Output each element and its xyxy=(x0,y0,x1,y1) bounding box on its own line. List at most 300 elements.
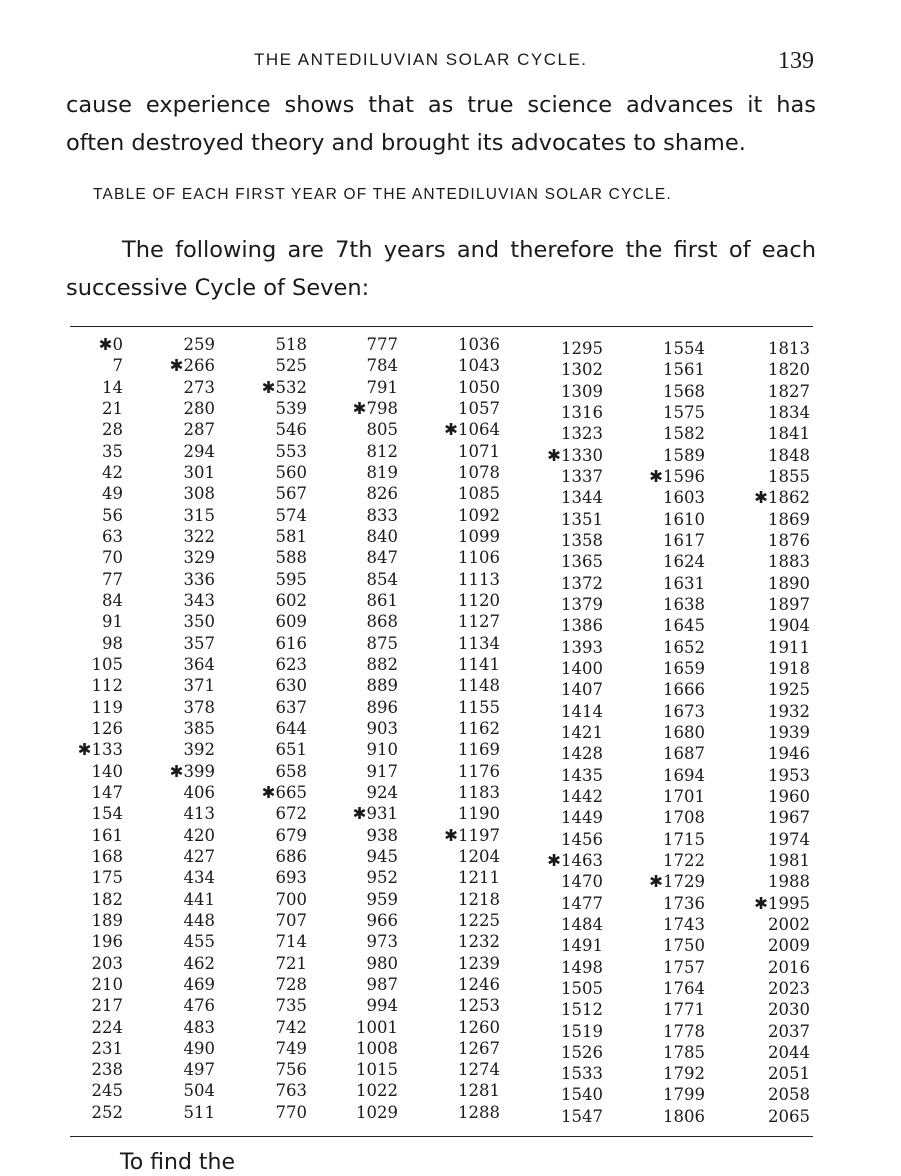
table-cell: 1897 xyxy=(768,594,810,614)
table-cell: 1316 xyxy=(561,402,603,422)
paragraph-line: The following are 7th years and therefore the first of each xyxy=(122,237,816,263)
table-cell: 1841 xyxy=(768,424,810,444)
table-caption: TABLE OF EACH FIRST YEAR OF THE ANTEDILUVIAN SOLAR CYCLE. xyxy=(93,186,672,203)
table-cell: 2044 xyxy=(768,1042,810,1062)
table-cell: 280 xyxy=(183,398,215,418)
table-cell: 1449 xyxy=(561,808,603,828)
table-cell: 1953 xyxy=(768,765,810,785)
table-cell: 21 xyxy=(102,398,123,418)
table-cell: 1869 xyxy=(768,509,810,529)
table-cell: 1211 xyxy=(458,868,500,888)
table-cell: ✱1729 xyxy=(649,872,705,892)
table-cell: ✱1064 xyxy=(444,420,500,440)
table-cell: 651 xyxy=(275,740,307,760)
table-cell: 1876 xyxy=(768,530,810,550)
table-cell: 1183 xyxy=(458,782,500,802)
table-cell: 1694 xyxy=(663,765,705,785)
table-cell: 161 xyxy=(91,825,123,845)
table-cell: 1029 xyxy=(356,1102,398,1122)
table-cell: 1358 xyxy=(561,530,603,550)
table-cell: 224 xyxy=(91,1017,123,1037)
paragraph-line: cause experience shows that as true science advances it has xyxy=(66,92,816,118)
table-cell: 1519 xyxy=(561,1021,603,1041)
table-cell: 756 xyxy=(275,1060,307,1080)
table-cell: 1673 xyxy=(663,701,705,721)
table-cell: 1792 xyxy=(663,1064,705,1084)
table-cell: 1176 xyxy=(458,761,500,781)
paragraph-line: often destroyed theory and brought its advocates to shame. xyxy=(66,130,746,156)
table-cell: 1477 xyxy=(561,893,603,913)
table-column xyxy=(533,338,603,1127)
table-cell: 1141 xyxy=(458,654,500,674)
table-cell: 1008 xyxy=(356,1038,398,1058)
table-cell: 1414 xyxy=(561,701,603,721)
table-cell: 1540 xyxy=(561,1085,603,1105)
table-cell: 2058 xyxy=(768,1085,810,1105)
table-cell: 728 xyxy=(275,974,307,994)
table-cell: 1981 xyxy=(768,850,810,870)
table-cell: 637 xyxy=(275,697,307,717)
table-cell: 1967 xyxy=(768,808,810,828)
running-header xyxy=(66,50,816,74)
table-cell: 882 xyxy=(366,654,398,674)
table-cell: 1834 xyxy=(768,402,810,422)
table-cell: 1778 xyxy=(663,1021,705,1041)
table-cell: 966 xyxy=(366,910,398,930)
table-column xyxy=(338,334,398,1123)
table-cell: 826 xyxy=(366,484,398,504)
table-cell: 1491 xyxy=(561,936,603,956)
table-cell: ✱532 xyxy=(261,377,307,397)
table-cell: 1736 xyxy=(663,893,705,913)
table-cell: 924 xyxy=(366,782,398,802)
table-cell: 987 xyxy=(366,974,398,994)
table-cell: 672 xyxy=(275,804,307,824)
table-cell: 140 xyxy=(91,761,123,781)
table-cell: 448 xyxy=(183,910,215,930)
table-cell: 903 xyxy=(366,718,398,738)
table-cell: 336 xyxy=(183,569,215,589)
table-cell: 1659 xyxy=(663,658,705,678)
table-cell: 791 xyxy=(366,377,398,397)
table-cell: ✱1463 xyxy=(547,850,603,870)
table-cell: 784 xyxy=(366,356,398,376)
table-cell: 1533 xyxy=(561,1064,603,1084)
table-cell: 1722 xyxy=(663,850,705,870)
table-cell: 217 xyxy=(91,996,123,1016)
table-cell: 245 xyxy=(91,1081,123,1101)
table-cell: 483 xyxy=(183,1017,215,1037)
table-cell: 812 xyxy=(366,441,398,461)
table-cell: 1344 xyxy=(561,488,603,508)
table-cell: 371 xyxy=(183,676,215,696)
table-cell: 1624 xyxy=(663,552,705,572)
running-title: THE ANTEDILUVIAN SOLAR CYCLE. xyxy=(254,50,588,69)
table-cell: 735 xyxy=(275,996,307,1016)
table-cell: 98 xyxy=(102,633,123,653)
table-cell: 1267 xyxy=(458,1038,500,1058)
table-cell: 1848 xyxy=(768,445,810,465)
table-cell: 1022 xyxy=(356,1081,398,1101)
table-cell: 2030 xyxy=(768,1000,810,1020)
table-cell: 1813 xyxy=(768,339,810,358)
table-cell: 2016 xyxy=(768,957,810,977)
table-cell: 889 xyxy=(366,676,398,696)
next-paragraph-fragment: To find the xyxy=(120,1150,236,1175)
table-cell: 1610 xyxy=(663,509,705,529)
table-cell: 35 xyxy=(102,441,123,461)
table-cell: 1687 xyxy=(663,744,705,764)
table-cell: 469 xyxy=(183,974,215,994)
table-cell: ✱1862 xyxy=(754,488,810,508)
table-cell: 1715 xyxy=(663,829,705,849)
table-cell: 77 xyxy=(102,569,123,589)
table-cell: 91 xyxy=(102,612,123,632)
table-cell: 581 xyxy=(275,526,307,546)
table-cell: 959 xyxy=(366,889,398,909)
table-cell: 231 xyxy=(91,1038,123,1058)
table-cell: 1764 xyxy=(663,978,705,998)
table-cell: 546 xyxy=(275,420,307,440)
table-cell: 259 xyxy=(183,335,215,354)
table-cell: 1526 xyxy=(561,1042,603,1062)
table-cell: 539 xyxy=(275,398,307,418)
table-cell: 329 xyxy=(183,548,215,568)
table-cell: 105 xyxy=(91,654,123,674)
table-cell: 973 xyxy=(366,932,398,952)
table-cell: 1407 xyxy=(561,680,603,700)
table-cell: 1337 xyxy=(561,466,603,486)
table-cell: ✱1596 xyxy=(649,466,705,486)
table-cell: 238 xyxy=(91,1060,123,1080)
table-cell: 1988 xyxy=(768,872,810,892)
table-cell: 1057 xyxy=(458,398,500,418)
table-cell: 1603 xyxy=(663,488,705,508)
table-cell: 644 xyxy=(275,718,307,738)
table-cell: 1974 xyxy=(768,829,810,849)
table-cell: 1883 xyxy=(768,552,810,572)
table-cell: 1015 xyxy=(356,1060,398,1080)
table-cell: 917 xyxy=(366,761,398,781)
table-cell: 1589 xyxy=(663,445,705,465)
table-cell: 273 xyxy=(183,377,215,397)
table-cell: 497 xyxy=(183,1060,215,1080)
table-cell: 1617 xyxy=(663,530,705,550)
table-cell: ✱133 xyxy=(77,740,123,760)
table-cell: 1386 xyxy=(561,616,603,636)
table-cell: 1421 xyxy=(561,722,603,742)
table-cell: 1309 xyxy=(561,381,603,401)
table-cell: ✱665 xyxy=(261,782,307,802)
table-top-rule xyxy=(70,326,813,327)
table-cell: 1911 xyxy=(768,637,810,657)
table-cell: ✱798 xyxy=(352,398,398,418)
table-cell: 1127 xyxy=(458,612,500,632)
table-cell: 1225 xyxy=(458,910,500,930)
table-cell: 938 xyxy=(366,825,398,845)
table-cell: 1260 xyxy=(458,1017,500,1037)
table-cell: 840 xyxy=(366,526,398,546)
table-cell: 623 xyxy=(275,654,307,674)
table-cell: 1365 xyxy=(561,552,603,572)
table-cell: 1680 xyxy=(663,722,705,742)
table-cell: 84 xyxy=(102,590,123,610)
table-cell: 14 xyxy=(102,377,123,397)
table-cell: 1106 xyxy=(458,548,500,568)
table-cell: 805 xyxy=(366,420,398,440)
table-cell: 553 xyxy=(275,441,307,461)
table-cell: 1204 xyxy=(458,846,500,866)
table-cell: 1855 xyxy=(768,466,810,486)
table-column xyxy=(70,334,123,1123)
table-cell: 315 xyxy=(183,505,215,525)
table-cell: 1470 xyxy=(561,872,603,892)
table-cell: 1568 xyxy=(663,381,705,401)
table-cell: 1575 xyxy=(663,402,705,422)
table-cell: 1771 xyxy=(663,1000,705,1020)
paragraph-continued xyxy=(66,86,816,162)
table-cell: 1050 xyxy=(458,377,500,397)
table-cell: 1505 xyxy=(561,978,603,998)
table-cell: 1351 xyxy=(561,509,603,529)
table-cell: 413 xyxy=(183,804,215,824)
table-cell: 742 xyxy=(275,1017,307,1037)
table-cell: 252 xyxy=(91,1102,123,1122)
table-cell: 476 xyxy=(183,996,215,1016)
table-cell: 175 xyxy=(91,868,123,888)
table-cell: 385 xyxy=(183,718,215,738)
table-cell: 1169 xyxy=(458,740,500,760)
table-cell: ✱1995 xyxy=(754,893,810,913)
table-cell: 707 xyxy=(275,910,307,930)
table-column xyxy=(636,338,705,1127)
table-cell: 1246 xyxy=(458,974,500,994)
table-cell: 2009 xyxy=(768,936,810,956)
table-cell: 616 xyxy=(275,633,307,653)
table-cell: 2037 xyxy=(768,1021,810,1041)
table-cell: 1512 xyxy=(561,1000,603,1020)
table-cell: 595 xyxy=(275,569,307,589)
table-cell: 287 xyxy=(183,420,215,440)
table-cell: 63 xyxy=(102,526,123,546)
table-cell: 847 xyxy=(366,548,398,568)
table-cell: 1113 xyxy=(458,569,500,589)
table-cell: 392 xyxy=(183,740,215,760)
table-cell: 588 xyxy=(275,548,307,568)
table-cell: 1162 xyxy=(458,718,500,738)
table-cell: 1631 xyxy=(663,573,705,593)
table-cell: 2023 xyxy=(768,978,810,998)
table-cell: 364 xyxy=(183,654,215,674)
table-cell: 1750 xyxy=(663,936,705,956)
table-cell: 112 xyxy=(91,676,123,696)
paragraph-intro xyxy=(66,231,816,307)
table-cell: 770 xyxy=(275,1102,307,1122)
table-cell: 420 xyxy=(183,825,215,845)
table-cell: 441 xyxy=(183,889,215,909)
table-cell: 679 xyxy=(275,825,307,845)
table-cell: 1190 xyxy=(458,804,500,824)
table-cell: 7 xyxy=(112,356,123,376)
table-cell: 1099 xyxy=(458,526,500,546)
table-cell: 602 xyxy=(275,590,307,610)
table-cell: 994 xyxy=(366,996,398,1016)
table-cell: 1428 xyxy=(561,744,603,764)
table-cell: 49 xyxy=(102,484,123,504)
table-cell: 1645 xyxy=(663,616,705,636)
table-cell: 2002 xyxy=(768,914,810,934)
table-cell: 1925 xyxy=(768,680,810,700)
table-bottom-rule xyxy=(70,1136,813,1137)
table-cell: 294 xyxy=(183,441,215,461)
table-cell: 1232 xyxy=(458,932,500,952)
table-cell: 490 xyxy=(183,1038,215,1058)
table-cell: 721 xyxy=(275,953,307,973)
table-cell: 1456 xyxy=(561,829,603,849)
table-cell: 1085 xyxy=(458,484,500,504)
table-cell: 609 xyxy=(275,612,307,632)
table-cell: 1295 xyxy=(561,339,603,358)
table-cell: 301 xyxy=(183,462,215,482)
table-cell: 343 xyxy=(183,590,215,610)
table-cell: 854 xyxy=(366,569,398,589)
table-cell: 980 xyxy=(366,953,398,973)
table-cell: 1281 xyxy=(458,1081,500,1101)
table-cell: 1939 xyxy=(768,722,810,742)
table-cell: 1435 xyxy=(561,765,603,785)
table-cell: 1652 xyxy=(663,637,705,657)
cycle-year-table xyxy=(0,334,901,1134)
table-cell: 1393 xyxy=(561,637,603,657)
table-cell: 308 xyxy=(183,484,215,504)
table-cell: 1890 xyxy=(768,573,810,593)
table-cell: 1757 xyxy=(663,957,705,977)
table-cell: 511 xyxy=(183,1102,215,1122)
table-cell: 2051 xyxy=(768,1064,810,1084)
table-cell: 406 xyxy=(183,782,215,802)
table-cell: 1820 xyxy=(768,360,810,380)
table-cell: 763 xyxy=(275,1081,307,1101)
table-cell: 1071 xyxy=(458,441,500,461)
table-cell: 574 xyxy=(275,505,307,525)
table-cell: 1155 xyxy=(458,697,500,717)
table-cell: 189 xyxy=(91,910,123,930)
table-cell: 182 xyxy=(91,889,123,909)
table-cell: 1120 xyxy=(458,590,500,610)
table-cell: 1078 xyxy=(458,462,500,482)
table-cell: 952 xyxy=(366,868,398,888)
table-cell: 147 xyxy=(91,782,123,802)
table-cell: 1253 xyxy=(458,996,500,1016)
table-column xyxy=(432,334,500,1123)
table-cell: 910 xyxy=(366,740,398,760)
table-cell: 1239 xyxy=(458,953,500,973)
table-cell: 427 xyxy=(183,846,215,866)
table-cell: 1484 xyxy=(561,914,603,934)
table-cell: 1799 xyxy=(663,1085,705,1105)
table-cell: 2065 xyxy=(768,1106,810,1126)
table-cell: 1001 xyxy=(356,1017,398,1037)
table-cell: ✱266 xyxy=(169,356,215,376)
table-cell: 1547 xyxy=(561,1106,603,1126)
table-cell: 1561 xyxy=(663,360,705,380)
table-cell: 518 xyxy=(275,335,307,354)
table-cell: 749 xyxy=(275,1038,307,1058)
table-column xyxy=(150,334,215,1123)
table-cell: 1638 xyxy=(663,594,705,614)
table-cell: 350 xyxy=(183,612,215,632)
table-cell: 1806 xyxy=(663,1106,705,1126)
table-cell: 1274 xyxy=(458,1060,500,1080)
table-cell: 119 xyxy=(91,697,123,717)
table-cell: ✱1197 xyxy=(444,825,500,845)
table-cell: 42 xyxy=(102,462,123,482)
table-cell: 1148 xyxy=(458,676,500,696)
table-cell: 1827 xyxy=(768,381,810,401)
table-cell: 1288 xyxy=(458,1102,500,1122)
table-column xyxy=(738,338,810,1127)
table-cell: 1302 xyxy=(561,360,603,380)
table-cell: 56 xyxy=(102,505,123,525)
table-cell: 1708 xyxy=(663,808,705,828)
table-cell: 868 xyxy=(366,612,398,632)
table-cell: ✱0 xyxy=(98,335,123,354)
table-cell: 154 xyxy=(91,804,123,824)
table-cell: 1666 xyxy=(663,680,705,700)
table-cell: 875 xyxy=(366,633,398,653)
table-cell: 1323 xyxy=(561,424,603,444)
table-cell: 1092 xyxy=(458,505,500,525)
table-column xyxy=(252,334,307,1123)
page-number: 139 xyxy=(778,48,814,74)
table-cell: 700 xyxy=(275,889,307,909)
table-cell: 1400 xyxy=(561,658,603,678)
table-cell: 168 xyxy=(91,846,123,866)
table-cell: 126 xyxy=(91,718,123,738)
table-cell: 1372 xyxy=(561,573,603,593)
table-cell: 28 xyxy=(102,420,123,440)
table-cell: 833 xyxy=(366,505,398,525)
table-cell: 378 xyxy=(183,697,215,717)
table-cell: 1218 xyxy=(458,889,500,909)
table-cell: 1960 xyxy=(768,786,810,806)
table-cell: 525 xyxy=(275,356,307,376)
table-cell: 1498 xyxy=(561,957,603,977)
table-cell: ✱399 xyxy=(169,761,215,781)
table-cell: 1785 xyxy=(663,1042,705,1062)
table-cell: 504 xyxy=(183,1081,215,1101)
table-cell: 434 xyxy=(183,868,215,888)
table-cell: 896 xyxy=(366,697,398,717)
table-cell: 567 xyxy=(275,484,307,504)
table-cell: 322 xyxy=(183,526,215,546)
table-cell: 1932 xyxy=(768,701,810,721)
table-cell: 1582 xyxy=(663,424,705,444)
table-cell: 658 xyxy=(275,761,307,781)
table-cell: 357 xyxy=(183,633,215,653)
paragraph-line: successive Cycle of Seven: xyxy=(66,275,370,301)
table-cell: 1442 xyxy=(561,786,603,806)
table-cell: 70 xyxy=(102,548,123,568)
table-cell: 1043 xyxy=(458,356,500,376)
table-cell: 861 xyxy=(366,590,398,610)
table-cell: 560 xyxy=(275,462,307,482)
table-cell: 686 xyxy=(275,846,307,866)
table-cell: 693 xyxy=(275,868,307,888)
table-cell: 203 xyxy=(91,953,123,973)
table-cell: 1036 xyxy=(458,335,500,354)
table-cell: 945 xyxy=(366,846,398,866)
